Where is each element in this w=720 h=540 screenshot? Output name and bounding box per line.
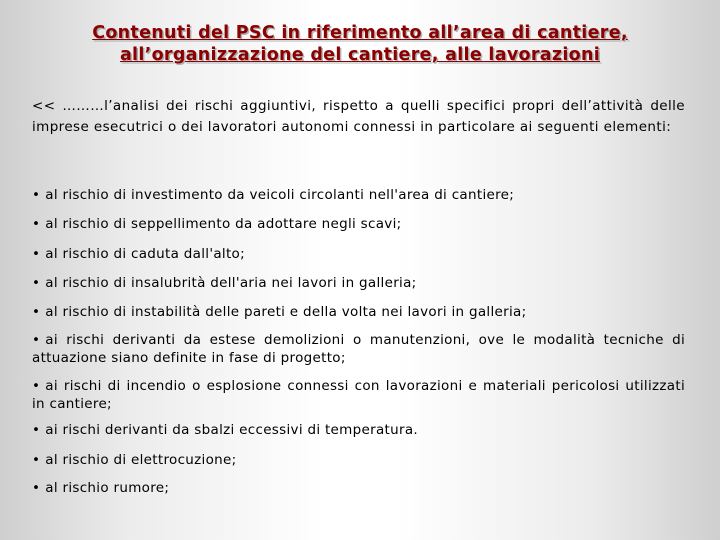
list-item <box>32 245 685 263</box>
bullet-icon: • <box>32 422 41 438</box>
list-item <box>32 377 685 413</box>
list-item-text: al rischio rumore; <box>45 480 170 496</box>
bullet-icon: • <box>32 304 41 320</box>
list-item <box>32 186 685 204</box>
list-item-text: al rischio di insalubrità dell'aria nei lavori in galleria; <box>45 275 417 291</box>
list-item <box>32 451 685 469</box>
list-item-text: ai rischi derivanti da sbalzi eccessivi di temperatura. <box>45 422 418 438</box>
bullet-icon: • <box>32 452 41 468</box>
bullet-icon: • <box>32 275 41 291</box>
list-item-text: al rischio di investimento da veicoli circolanti nell'area di cantiere; <box>45 187 515 203</box>
list-item <box>32 421 685 439</box>
bullet-icon: • <box>32 246 41 262</box>
bullet-icon: • <box>32 216 41 232</box>
list-item <box>32 215 685 233</box>
slide-title <box>0 22 720 66</box>
list-item-text: al rischio di instabilità delle pareti e della volta nei lavori in galleria; <box>45 304 527 320</box>
slide-title-line-2: all’organizzazione del cantiere, alle lavorazioni <box>119 45 601 65</box>
intro-paragraph: << ………l’analisi dei rischi aggiuntivi, rispetto a quelli specifici propri dell’attività delle imprese esecutrici o dei lavoratori autonomi connessi in particolare ai seguenti elementi: <box>32 98 685 135</box>
bullet-icon: • <box>32 332 41 348</box>
bullet-icon: • <box>32 480 41 496</box>
list-item-text: al rischio di elettrocuzione; <box>45 452 237 468</box>
bullet-icon: • <box>32 187 41 203</box>
list-item-text: ai rischi derivanti da estese demolizioni o manutenzioni, ove le modalità tecniche di attuazione siano definite in fase di progetto; <box>32 332 685 366</box>
list-item <box>32 479 685 497</box>
list-item-text: al rischio di seppellimento da adottare negli scavi; <box>45 216 402 232</box>
list-item <box>32 303 685 321</box>
bullet-icon: • <box>32 378 41 394</box>
list-item <box>32 274 685 292</box>
slide-title-line-1: Contenuti del PSC in riferimento all’area di cantiere, <box>92 23 628 43</box>
list-item-text: ai rischi di incendio o esplosione connessi con lavorazioni e materiali pericolosi utilizzati in cantiere; <box>32 378 685 412</box>
list-item <box>32 331 685 367</box>
list-item-text: al rischio di caduta dall'alto; <box>45 246 245 262</box>
